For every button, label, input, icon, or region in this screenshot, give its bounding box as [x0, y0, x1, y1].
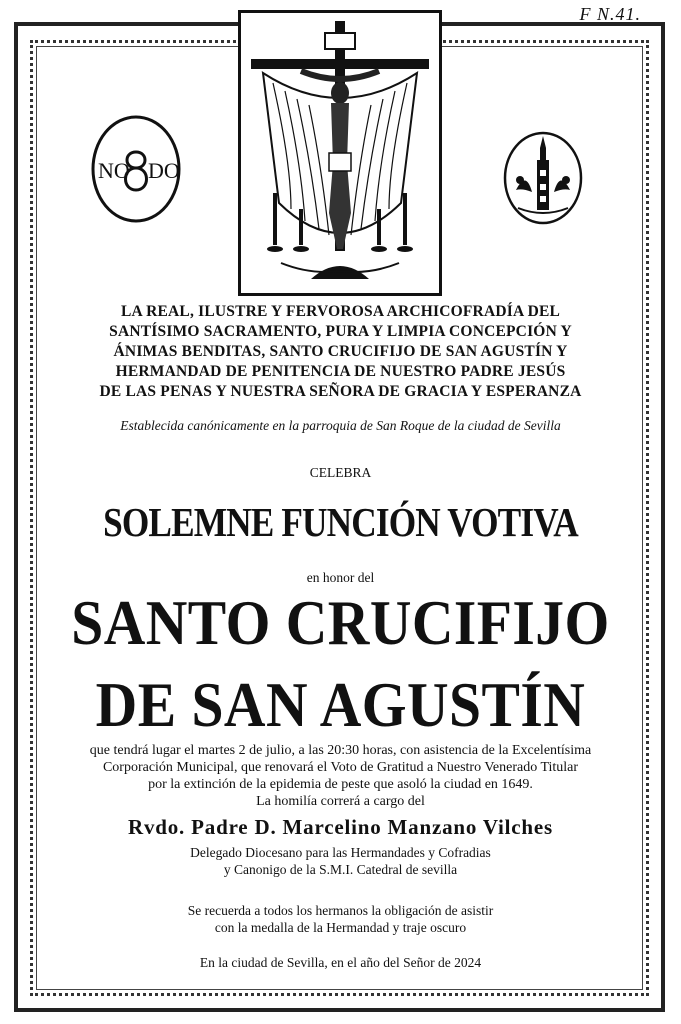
main-title-line-2: DE SAN AGUSTÍN	[95, 669, 586, 740]
preacher-name: Rvdo. Padre D. Marcelino Manzano Vilches	[128, 815, 553, 839]
preacher-title-line: y Canonigo de la S.M.I. Catedral de sevilla	[223, 862, 458, 877]
celebra-label: CELEBRA	[309, 465, 372, 480]
brotherhood-line: SANTÍSIMO SACRAMENTO, PURA Y LIMPIA CONCEPCIÓN Y	[109, 323, 572, 340]
event-description	[0, 742, 681, 810]
description-line: La homilía correrá a cargo del	[256, 794, 425, 809]
madeja-icon	[90, 114, 182, 224]
emblem-text-no: NO	[98, 158, 130, 183]
main-title-line-1: SANTO CRUCIFIJO	[71, 587, 610, 658]
honor-label: en honor del	[306, 570, 375, 585]
brotherhood-line: DE LAS PENAS Y NUESTRA SEÑORA DE GRACIA Y ESPERANZA	[99, 383, 582, 400]
established-note: Establecida canónicamente en la parroquia de San Roque de la ciudad de Sevilla	[120, 418, 561, 433]
description-line: que tendrá lugar el martes 2 de julio, a las 20:30 horas, con asistencia de la Excelentísima	[89, 743, 592, 758]
closing-line: En la ciudad de Sevilla, en el año del Señor de 2024	[199, 955, 482, 970]
preacher-title-line: Delegado Diocesano para las Hermandades y Cofradias	[190, 845, 491, 860]
preacher-title	[0, 844, 681, 878]
brotherhood-name	[0, 302, 681, 402]
attendance-reminder	[0, 902, 681, 936]
brotherhood-line: LA REAL, ILUSTRE Y FERVOROSA ARCHICOFRADÍA DEL	[120, 303, 561, 320]
reminder-line: Se recuerda a todos los hermanos la obligación de asistir	[187, 903, 494, 918]
giralda-icon	[502, 130, 584, 226]
description-line: Corporación Municipal, que renovará el Voto de Gratitud a Nuestro Venerado Titular	[102, 760, 579, 775]
emblem-text-do: DO	[148, 158, 180, 183]
brotherhood-line: HERMANDAD DE PENITENCIA DE NUESTRO PADRE JESÚS	[115, 363, 566, 380]
brotherhood-line: ÁNIMAS BENDITAS, SANTO CRUCIFIJO DE SAN AGUSTÍN Y	[113, 343, 568, 360]
catalog-mark: F N.41.	[579, 4, 641, 24]
function-title: SOLEMNE FUNCIÓN VOTIVA	[103, 499, 578, 545]
reminder-line: con la medalla de la Hermandad y traje oscuro	[214, 920, 467, 935]
crucifix-engraving-icon	[238, 10, 442, 296]
description-line: por la extinción de la epidemia de peste que asoló la ciudad en 1649.	[148, 777, 533, 792]
